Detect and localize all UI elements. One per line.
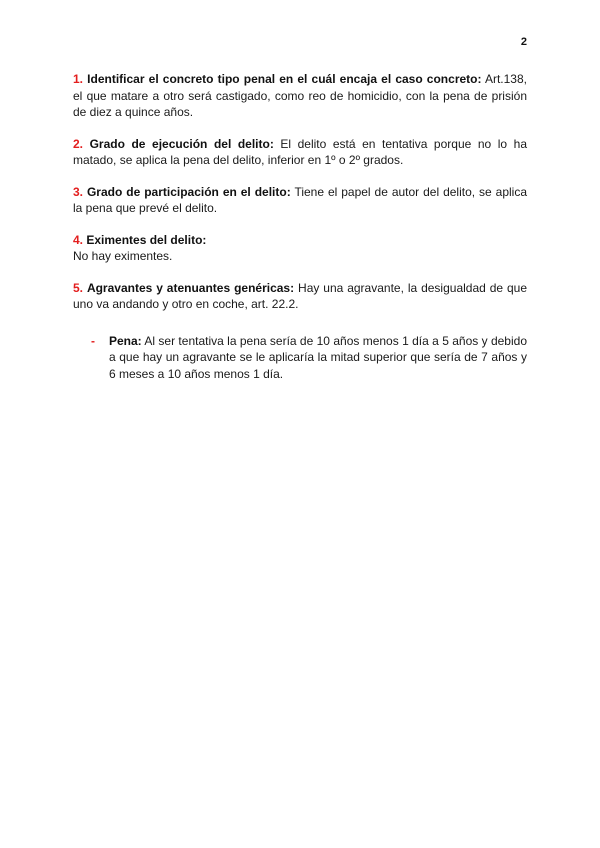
section-text: No hay eximentes. [73, 249, 173, 263]
section-heading: Eximentes del delito: [86, 232, 207, 247]
section-4 [73, 232, 527, 265]
section-text: El delito está en tentativa porque no lo ha matado, se aplica la pena del delito, inferior en 1º o 2º grados. [73, 136, 527, 167]
sub-item-text: Al ser tentativa la pena sería de 10 años menos 1 día a 5 años y debido a que hay un agravante se le aplicaría la mitad superior que sería de 7 años y 6 meses a 10 años menos 1 día. [109, 333, 527, 381]
section-1 [73, 71, 527, 121]
sub-item-pena [91, 333, 527, 383]
section-number: 5. [73, 280, 84, 295]
section-heading: Identificar el concreto tipo penal en el cuál encaja el caso concreto: [87, 72, 482, 86]
section-heading: Grado de participación en el delito: [86, 184, 291, 199]
section-5 [73, 280, 527, 383]
section-number: 4. [73, 232, 84, 247]
sub-item-heading: Pena: [109, 333, 142, 348]
section-heading: Grado de ejecución del delito: [89, 136, 274, 151]
page-number: 2 [520, 36, 527, 48]
section-3 [73, 184, 527, 217]
section-number: 1. [73, 72, 84, 86]
section-heading: Agravantes y atenuantes genéricas: [86, 280, 295, 295]
section-number: 3. [73, 184, 84, 199]
section-2 [73, 136, 527, 169]
sub-list [73, 333, 527, 383]
section-text: Tiene el papel de autor del delito, se aplica la pena que prevé el delito. [73, 184, 528, 215]
dash-bullet-icon: - [91, 333, 95, 348]
document-body [73, 71, 527, 397]
section-text: Art.138, el que matare a otro será castigado, como reo de homicidio, con la pena de prisión de diez a quince años. [73, 72, 527, 119]
section-number: 2. [73, 136, 84, 151]
section-text: Hay una agravante, la desigualdad de que uno va andando y otro en coche, art. 22.2. [73, 280, 528, 311]
